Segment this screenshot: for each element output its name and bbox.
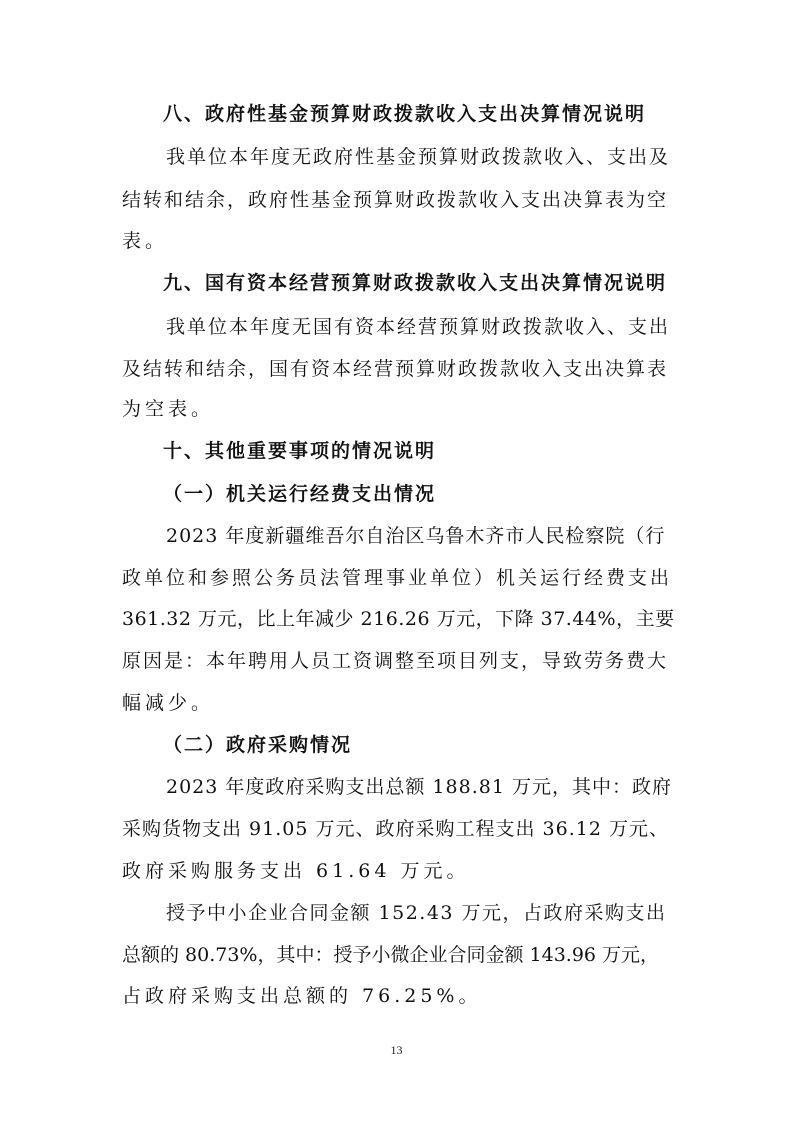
section-9-line-2: 及结转和结余，国有资本经营预算财政拨款收入支出决算表	[122, 358, 669, 380]
section-9-line-1: 我单位本年度无国有资本经营预算财政拨款收入、支出	[166, 316, 671, 338]
subsection-2-line-2: 采购货物支出 91.05 万元、政府采购工程支出 36.12 万元、	[122, 818, 669, 840]
subsection-2-line-1: 2023 年度政府采购支出总额 188.81 万元，其中：政府	[166, 776, 672, 798]
subsection-1-line-1: 2023 年度新疆维吾尔自治区乌鲁木齐市人民检察院（行	[166, 525, 666, 547]
subsection-1-line-5: 幅减少。	[122, 692, 215, 714]
section-9-heading: 九、国有资本经营预算财政拨款收入支出决算情况说明	[163, 272, 668, 294]
subsection-2-line-3: 政府采购服务支出 61.64 万元。	[122, 860, 470, 882]
subsection-2-line-6: 占政府采购支出总额的 76.25%。	[122, 985, 482, 1007]
page-number: 13	[390, 1043, 403, 1057]
section-9-line-3: 为空表。	[122, 398, 215, 420]
section-8-line-3: 表。	[122, 230, 169, 252]
subsection-2-line-5: 总额的 80.73%，其中：授予小微企业合同金额 143.96 万元，	[122, 944, 660, 966]
subsection-2-heading: （二）政府采购情况	[163, 734, 353, 756]
section-8-heading: 八、政府性基金预算财政拨款收入支出决算情况说明	[163, 103, 647, 125]
section-8-line-1: 我单位本年度无政府性基金预算财政拨款收入、支出及	[166, 146, 671, 168]
subsection-1-heading: （一）机关运行经费支出情况	[163, 483, 437, 505]
section-8-line-2: 结转和结余，政府性基金预算财政拨款收入支出决算表为空	[122, 189, 669, 211]
section-10-heading: 十、其他重要事项的情况说明	[163, 440, 437, 462]
subsection-1-line-3: 361.32 万元，比上年减少 216.26 万元，下降 37.44%，主要	[122, 608, 675, 630]
subsection-1-line-4: 原因是：本年聘用人员工资调整至项目列支，导致劳务费大	[122, 650, 669, 672]
subsection-2-line-4: 授予中小企业合同金额 152.43 万元，占政府采购支出	[166, 902, 667, 924]
subsection-1-line-2: 政单位和参照公务员法管理事业单位）机关运行经费支出	[122, 567, 673, 589]
